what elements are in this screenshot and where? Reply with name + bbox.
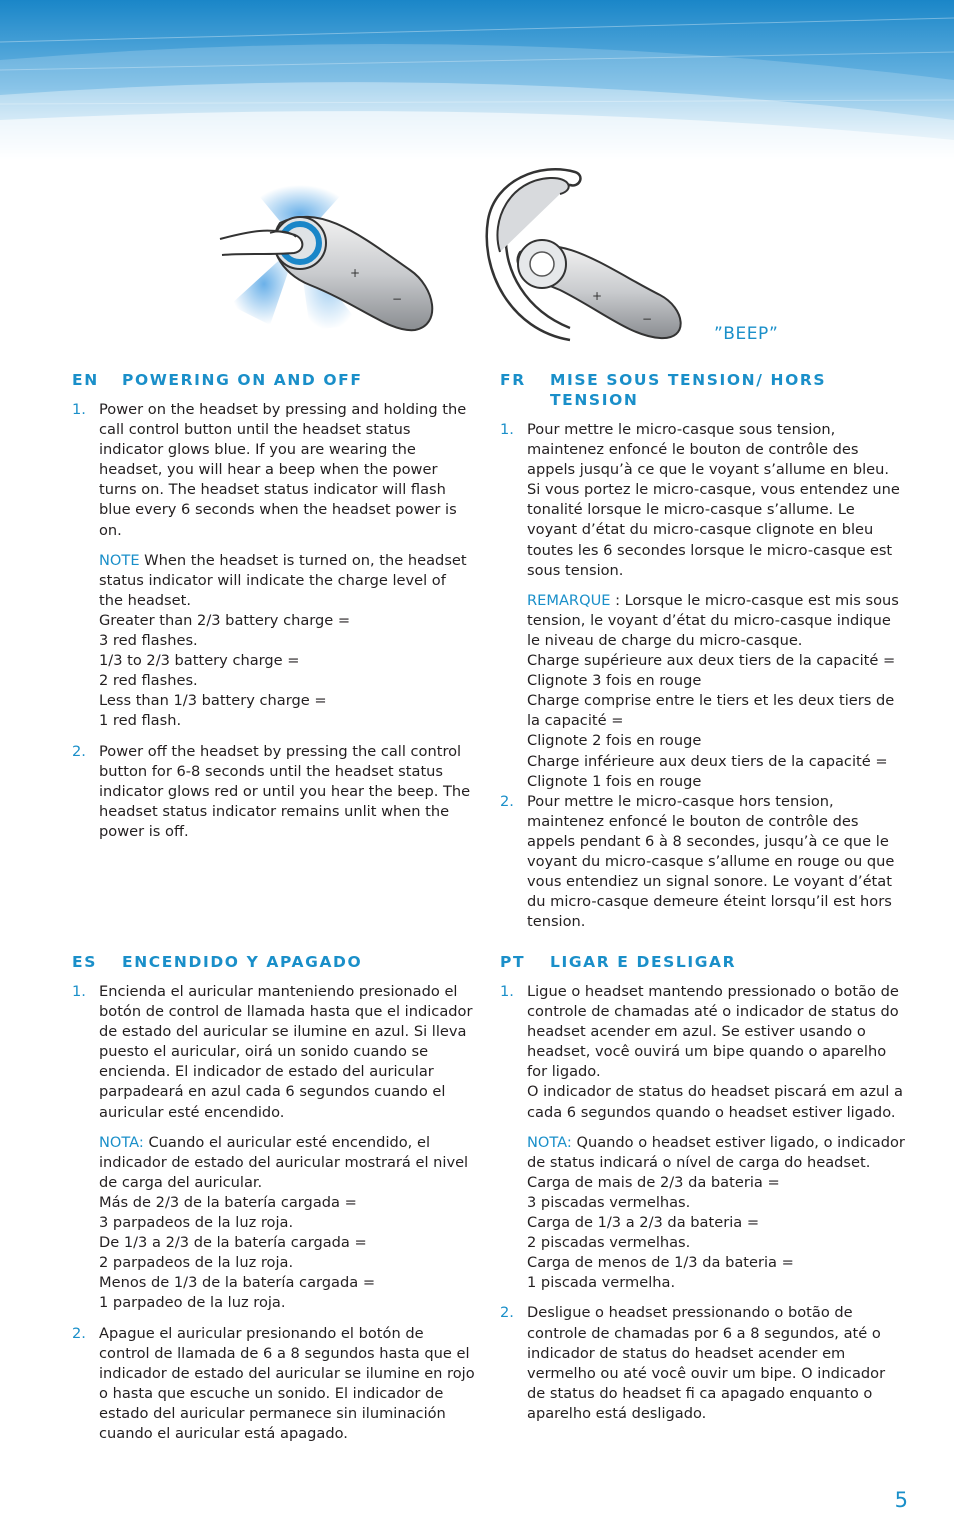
section-title: POWERING ON AND OFF bbox=[122, 371, 363, 389]
note bbox=[99, 551, 472, 732]
note-label: NOTA: bbox=[99, 1133, 144, 1151]
item-body bbox=[527, 1303, 906, 1424]
instruction-list bbox=[72, 982, 476, 1444]
section-heading bbox=[72, 370, 472, 390]
item-number: 2. bbox=[72, 1324, 86, 1342]
note bbox=[527, 591, 904, 792]
item-body bbox=[99, 400, 472, 732]
item-text: Encienda el auricular manteniendo presionado el botón de control de llamada hasta que el indicador de estado del auricular se ilumine en azul. Si lleva puesto el auricular, oirá un sonido cuando se encienda. El indicador de estado del auricular parpadeará en azul cada 6 segundos cuando el auricular esté encendido. bbox=[99, 983, 473, 1121]
section-title: LIGAR E DESLIGAR bbox=[550, 953, 737, 971]
item-number: 2. bbox=[72, 742, 86, 760]
item-body bbox=[99, 1324, 476, 1445]
note bbox=[527, 1133, 906, 1294]
note-text: : Lorsque le micro-casque est mis sous tension, le voyant d’état du micro-casque indique le niveau de charge du micro-casque. Charge supérieure aux deux tiers de la capacité = Clignote 3 fois en rouge Charge comprise entre le tiers et les deux tiers de la capacité = Clignote 2 fois en rouge Charge inférieure aux deux tiers de la capacité = Clignote 1 fois en rouge bbox=[527, 591, 899, 790]
note-text: Cuando el auricular esté encendido, el indicador de estado del auricular mostrará el nivel de carga del auricular. Más de 2/3 de la batería cargada = 3 parpadeos de la luz roja. De 1/3 a 2/3 de la batería cargada = 2 parpadeos de la luz roja. Menos de 1/3 de la batería cargada = 1 parpadeo de la luz roja. bbox=[99, 1133, 469, 1312]
top-banner bbox=[0, 0, 954, 160]
instruction-item bbox=[72, 400, 472, 732]
item-text: Pour mettre le micro-casque sous tension, maintenez enfoncé le bouton de contrôle des appels jusqu’à ce que le voyant s’allume en bleu. Si vous portez le micro-casque, vous entendez une tonalité lorsque le micro-casque s’allume. Le voyant d’état du micro-casque clignote en bleu toutes les 6 secondes lorsque le micro-casque est sous tension. bbox=[527, 421, 900, 579]
section-heading bbox=[500, 370, 904, 410]
beep-label: ”BEEP” bbox=[714, 324, 779, 344]
item-text: Power on the headset by pressing and holding the call control button until the headset status indicator glows blue. If you are wearing the headset, you will hear a beep when the power turns on. The headset status indicator will flash blue every 6 seconds when the headset power is on. bbox=[99, 401, 467, 539]
item-number: 1. bbox=[500, 983, 514, 1000]
section-title: MISE SOUS TENSION/ HORS TENSION bbox=[550, 371, 827, 409]
instruction-list bbox=[500, 420, 904, 932]
instruction-list bbox=[72, 400, 472, 842]
note-text: Quando o headset estiver ligado, o indicador de status indicará o nível de carga do headset. Carga de mais de 2/3 da bateria = 3 piscadas vermelhas. Carga de 1/3 a 2/3 da bateria = 2 piscadas vermelhas. Carga de menos de 1/3 da bateria = 1 piscada vermelha. bbox=[527, 1133, 905, 1292]
instruction-item bbox=[500, 792, 904, 933]
item-text: Apague el auricular presionando el botón de control de llamada de 6 a 8 segundos hasta que el indicador de estado del auricular se ilumine en rojo o hasta que escuche un sonido. El indicador de estado del auricular permanece sin iluminación cuando el auricular está apagado. bbox=[99, 1324, 475, 1442]
section-title: ENCENDIDO Y APAGADO bbox=[122, 953, 363, 971]
svg-text:+: + bbox=[350, 266, 361, 280]
item-body bbox=[99, 742, 472, 842]
note-label: NOTE bbox=[99, 551, 140, 569]
instruction-item bbox=[500, 1303, 906, 1424]
section-fr bbox=[500, 370, 904, 932]
language-code: FR bbox=[500, 371, 526, 389]
item-body bbox=[99, 982, 476, 1314]
item-body bbox=[527, 982, 906, 1293]
svg-text:−: − bbox=[392, 292, 403, 306]
note bbox=[99, 1133, 476, 1314]
item-body bbox=[527, 792, 904, 933]
note-text: When the headset is turned on, the headset status indicator will indicate the charge level of the headset. Greater than 2/3 battery charge = 3 red flashes. 1/3 to 2/3 battery charge = 2 red flashes. Less than 1/3 battery charge = 1 red flash. bbox=[99, 551, 467, 730]
item-text: Power off the headset by pressing the call control button for 6-8 seconds until the headset status indicator glows red or until you hear the beep. The headset status indicator remains unlit when the power is off. bbox=[99, 742, 471, 840]
item-number: 2. bbox=[500, 1304, 514, 1322]
note-label: NOTA: bbox=[527, 1133, 572, 1151]
language-code: ES bbox=[72, 953, 97, 971]
item-text: Pour mettre le micro-casque hors tension, maintenez enfoncé le bouton de contrôle des appels pendant 6 à 8 secondes, jusqu’à ce que le voyant du micro-casque s’allume en rouge ou que vous entendiez un signal sonore. Le voyant d’état du micro-casque demeure éteint lorsqu’il est hors tension. bbox=[527, 792, 895, 931]
language-code: EN bbox=[72, 371, 99, 389]
language-code: PT bbox=[500, 953, 526, 971]
item-body bbox=[527, 420, 904, 792]
item-number: 1. bbox=[500, 421, 514, 438]
instruction-item bbox=[500, 420, 904, 792]
note-label: REMARQUE bbox=[527, 591, 611, 609]
section-en bbox=[72, 370, 472, 842]
instruction-item bbox=[72, 1324, 476, 1445]
section-heading bbox=[72, 952, 476, 972]
headset-power-illustration bbox=[210, 175, 450, 335]
section-pt bbox=[500, 952, 906, 1424]
section-heading bbox=[500, 952, 906, 972]
item-number: 1. bbox=[72, 983, 86, 1000]
instruction-item bbox=[72, 742, 472, 842]
item-text: Desligue o headset pressionando o botão de controle de chamadas por 6 a 8 segundos, até o indicador de status do headset acender em vermelho ou até você ouvir um bipe. O indicador de status do headset fi ca apagado enquanto o aparelho está desligado. bbox=[527, 1304, 886, 1422]
section-es bbox=[72, 952, 476, 1444]
item-number: 2. bbox=[500, 792, 514, 810]
instruction-list bbox=[500, 982, 906, 1424]
instruction-item bbox=[500, 982, 906, 1293]
item-text: Ligue o headset mantendo pressionado o botão de controle de chamadas até o indicador de status do headset acender em azul. Se estiver usando o headset, você ouvirá um bipe quando o aparelho for ligado. O indicador de status do headset piscará em azul a cada 6 segundos quando o headset estiver ligado. bbox=[527, 983, 903, 1121]
instruction-item bbox=[72, 982, 476, 1314]
item-number: 1. bbox=[72, 401, 86, 418]
page-number: 5 bbox=[894, 1488, 908, 1512]
svg-text:−: − bbox=[642, 312, 653, 326]
svg-text:+: + bbox=[592, 289, 603, 303]
headset-on-ear-illustration bbox=[480, 160, 710, 345]
